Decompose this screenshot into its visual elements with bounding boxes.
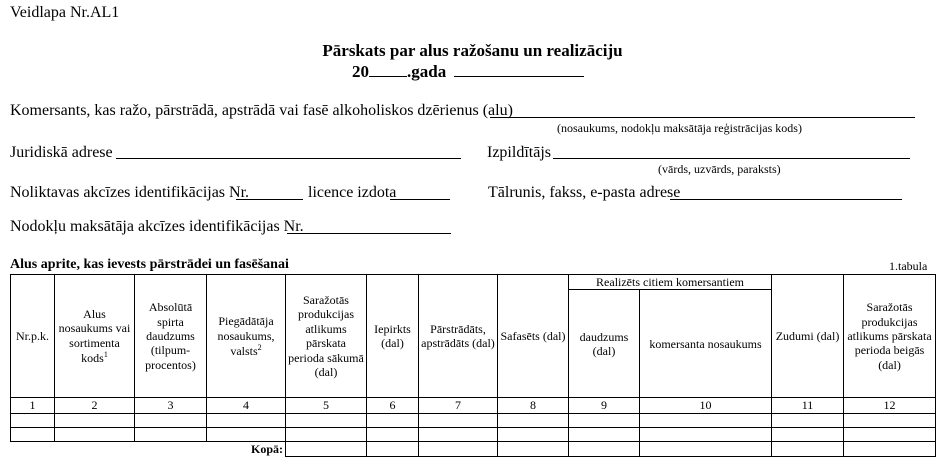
address-input-line[interactable] <box>116 158 461 159</box>
header-losses: Zudumi (dal) <box>772 275 844 398</box>
form-id: Veidlapa Nr.AL1 <box>10 4 120 21</box>
header-supplier: Piegādātāja nosaukums, valsts$^2$ <box>207 275 286 398</box>
taxpayer-label: Nodokļu maksātāja akcīzes identifikācijas Nr. <box>10 218 304 235</box>
column-number-row <box>11 398 936 413</box>
header-nr: Nr.p.k. <box>11 275 55 398</box>
header-packed: Safasēts (dal) <box>498 275 569 398</box>
header-merchant-name: komersanta nosaukums <box>640 290 772 398</box>
column-number: 10 <box>640 398 772 413</box>
header-alcohol-volume: Absolūtā spirta daudzums (tilpum-procentos) <box>135 275 207 398</box>
header-sold-group: Realizēts citiem komersantiem <box>569 275 772 290</box>
contact-label: Tālrunis, fakss, e-pasta adrese <box>488 184 681 201</box>
table-row[interactable] <box>11 413 936 427</box>
executor-label: Izpildītājs <box>487 144 551 161</box>
column-number: 2 <box>55 398 135 413</box>
column-number: 8 <box>498 398 569 413</box>
merchant-label: Komersants, kas ražo, pārstrādā, apstrādā vai fasē alkoholiskos dzērienus (alu) <box>10 102 513 119</box>
header-sold-quantity: daudzums (dal) <box>569 290 640 398</box>
executor-hint: (vārds, uzvārds, paraksts) <box>658 162 781 176</box>
column-number: 6 <box>367 398 419 413</box>
table-row[interactable] <box>11 427 936 441</box>
column-number: 3 <box>135 398 207 413</box>
section-title: Alus aprite, kas ievests pārstrādei un fasēšanai <box>10 257 289 272</box>
licence-input-line[interactable] <box>390 199 450 200</box>
column-number: 5 <box>286 398 367 413</box>
address-label: Juridiskā adrese <box>10 144 113 161</box>
header-start-balance: Saražotās produkcijas atlikums pārskata perioda sākumā (dal) <box>286 275 367 398</box>
licence-label: licence izdota <box>308 184 397 201</box>
taxpayer-input-line[interactable] <box>287 233 451 234</box>
merchant-hint: (nosaukums, nodokļu maksātāja reģistrācijas kods) <box>557 121 802 135</box>
year-suffix: .gada <box>407 62 447 81</box>
warehouse-label: Noliktavas akcīzes identifikācijas Nr. <box>10 184 250 201</box>
report-title: Pārskats par alus ražošanu un realizāciju <box>322 41 623 60</box>
column-number: 1 <box>11 398 55 413</box>
column-number: 11 <box>772 398 844 413</box>
warehouse-input-line[interactable] <box>236 199 303 200</box>
executor-input-line[interactable] <box>553 158 910 159</box>
table-number: 1.tabula <box>889 259 928 273</box>
total-row <box>11 441 936 456</box>
year-prefix: 20 <box>352 62 369 81</box>
merchant-input-line[interactable] <box>490 117 915 118</box>
header-beer-name: Alus nosaukums vai sortimenta kods$^1$ <box>55 275 135 398</box>
year-line <box>352 62 584 82</box>
contact-input-line[interactable] <box>670 199 902 200</box>
column-number: 7 <box>419 398 498 413</box>
column-number: 12 <box>844 398 936 413</box>
total-label: Kopā: <box>11 441 286 456</box>
year-date-blank[interactable] <box>454 76 584 77</box>
header-processed: Pārstrādāts, apstrādāts (dal) <box>419 275 498 398</box>
alcohol-table <box>10 274 936 457</box>
header-purchased: Iepirkts (dal) <box>367 275 419 398</box>
header-end-balance: Saražotās produkcijas atlikums pārskata perioda beigās (dal) <box>844 275 936 398</box>
column-number: 4 <box>207 398 286 413</box>
column-number: 9 <box>569 398 640 413</box>
